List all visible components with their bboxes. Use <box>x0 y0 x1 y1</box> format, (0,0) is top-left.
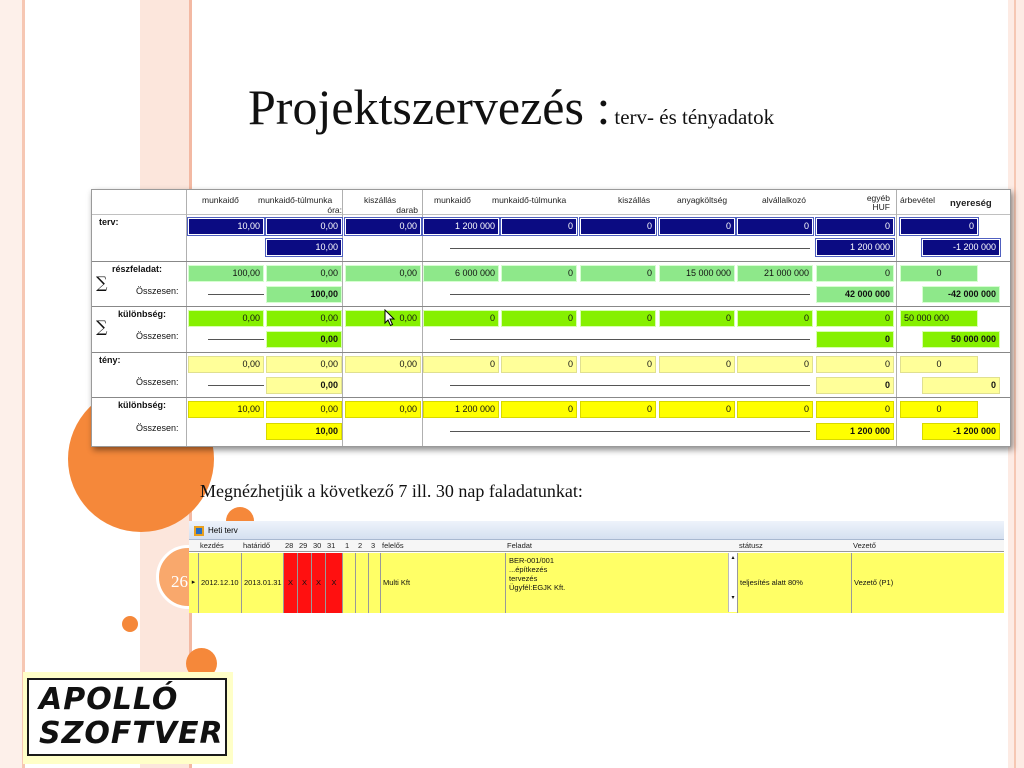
col-30[interactable]: 30 <box>313 541 322 550</box>
decor-stripe-right-line <box>1014 0 1016 768</box>
header-tulmunka2: munkaidő-túlmunka <box>492 195 567 205</box>
kul1-sum-hours: 0,00 <box>266 331 342 348</box>
terv-tulmunka-huf: 0 <box>501 218 577 235</box>
kul1-kiszallas: 0,00 <box>345 310 421 327</box>
label-osszesen-resz: Összesen: <box>136 286 179 296</box>
resz-sum-money: 42 000 000 <box>816 286 894 303</box>
kul2-munkaido-huf: 1 200 000 <box>423 401 499 418</box>
col-31[interactable]: 31 <box>327 541 336 550</box>
resz-munkaido-huf: 6 000 000 <box>423 265 499 282</box>
decor-circle-small <box>122 616 138 632</box>
resz-sum-hours: 100,00 <box>266 286 342 303</box>
weekly-plan-title: Heti terv <box>208 526 238 535</box>
feladat-line-4: Ügyfél:EGJK Kft. <box>509 583 566 592</box>
sigma-icon-2: ∑ <box>96 317 108 336</box>
terv-arbevetel: 0 <box>900 218 978 235</box>
kul2-sum-hours: 10,00 <box>266 423 342 440</box>
resz-kiszallas-huf: 0 <box>580 265 656 282</box>
plan-actual-table <box>91 189 1011 447</box>
header-ora: óra: <box>327 205 342 215</box>
header-kiszallas2: kiszállás <box>618 195 651 205</box>
app-icon <box>194 526 204 536</box>
kul1-nyereseg: 50 000 000 <box>922 331 1000 348</box>
resz-nyereseg: -42 000 000 <box>922 286 1000 303</box>
terv-egyeb: 0 <box>816 218 894 235</box>
kul2-kiszallas: 0,00 <box>345 401 421 418</box>
kul2-munkaido: 10,00 <box>188 401 264 418</box>
mouse-cursor-icon <box>384 309 396 327</box>
header-huf: HUF <box>872 202 890 212</box>
header-arbevetel: árbevétel <box>900 195 935 205</box>
teny-sum-hours: 0,00 <box>266 377 342 394</box>
teny-sum-money: 0 <box>816 377 894 394</box>
title-subtitle: terv- és tényadatok <box>614 105 775 129</box>
kul1-egyeb: 0 <box>816 310 894 327</box>
cell-3[interactable] <box>369 553 381 613</box>
header-munkaido2: munkaidő <box>434 195 471 205</box>
terv-sum-hours: 10,00 <box>266 239 342 256</box>
label-osszesen-teny: Összesen: <box>136 377 179 387</box>
cell-31[interactable]: X <box>326 553 343 613</box>
col-1[interactable]: 1 <box>345 541 350 550</box>
feladat-line-3: tervezés <box>509 574 538 583</box>
teny-munkaido: 0,00 <box>188 356 264 373</box>
label-terv: terv: <box>99 217 119 227</box>
header-anyagkoltseg: anyagköltség <box>677 195 728 205</box>
resz-alvallalkozo: 21 000 000 <box>737 265 813 282</box>
terv-sum-money: 1 200 000 <box>816 239 894 256</box>
col-statusz[interactable]: státusz <box>739 541 763 550</box>
teny-nyereseg: 0 <box>922 377 1000 394</box>
cell-vezeto[interactable]: Vezető (P1) <box>854 578 894 587</box>
label-kulonbseg-1: különbség: <box>118 309 167 319</box>
teny-anyagkoltseg: 0 <box>659 356 735 373</box>
decor-stripe <box>22 0 25 768</box>
decor-stripe-light <box>0 0 22 768</box>
logo-line-2: SZOFTVER <box>39 716 224 751</box>
header-kiszallas: kiszállás <box>364 195 397 205</box>
kul1-alvallalkozo: 0 <box>737 310 813 327</box>
resz-arbevetel: 0 <box>900 265 978 282</box>
col-vezeto[interactable]: Vezető <box>853 541 876 550</box>
title-main: Projektszervezés : <box>248 79 611 135</box>
kul2-nyereseg: -1 200 000 <box>922 423 1000 440</box>
kul2-anyagkoltseg: 0 <box>659 401 735 418</box>
terv-kiszallas: 0,00 <box>345 218 421 235</box>
terv-anyagkoltseg: 0 <box>659 218 735 235</box>
sigma-icon: ∑ <box>96 273 108 292</box>
kul1-sum-money: 0 <box>816 331 894 348</box>
kul1-anyagkoltseg: 0 <box>659 310 735 327</box>
teny-arbevetel: 0 <box>900 356 978 373</box>
kul1-tulmunka: 0,00 <box>266 310 342 327</box>
col-hatarido[interactable]: határidő <box>243 541 271 550</box>
col-kezdes[interactable]: kezdés <box>200 541 224 550</box>
cell-felelos[interactable]: Multi Kft <box>381 553 506 613</box>
weekly-plan-titlebar <box>189 521 1004 540</box>
feladat-scrollbar[interactable]: ▴ ▾ <box>728 553 737 612</box>
cell-kezdes[interactable]: 2012.12.10 <box>199 553 242 613</box>
header-egyeb: egyéb <box>866 193 890 203</box>
terv-munkaido: 10,00 <box>188 218 264 235</box>
col-2[interactable]: 2 <box>358 541 363 550</box>
resz-munkaido: 100,00 <box>188 265 264 282</box>
teny-egyeb: 0 <box>816 356 894 373</box>
resz-tulmunka: 0,00 <box>266 265 342 282</box>
label-kulonbseg-2: különbség: <box>118 400 167 410</box>
label-osszesen-kul1: Összesen: <box>136 331 179 341</box>
kul2-alvallalkozo: 0 <box>737 401 813 418</box>
teny-kiszallas: 0,00 <box>345 356 421 373</box>
cell-statusz[interactable]: teljesítés alatt 80% <box>738 553 852 613</box>
header-alvallalkozo: alvállalkozó <box>762 195 806 205</box>
kul2-arbevetel: 0 <box>900 401 978 418</box>
kul1-arbevetel: 50 000 000 <box>900 310 978 327</box>
terv-alvallalkozo: 0 <box>737 218 813 235</box>
resz-egyeb: 0 <box>816 265 894 282</box>
header-darab: darab <box>396 205 418 215</box>
kul2-sum-money: 1 200 000 <box>816 423 894 440</box>
kul1-munkaido: 0,00 <box>188 310 264 327</box>
kul2-kiszallas-huf: 0 <box>580 401 656 418</box>
teny-tulmunka: 0,00 <box>266 356 342 373</box>
feladat-line-2: ...építkezés <box>509 565 548 574</box>
header-tulmunka: munkaidő-túlmunka <box>258 195 333 205</box>
col-feladat[interactable]: Feladat <box>507 541 533 550</box>
teny-tulmunka-huf: 0 <box>501 356 577 373</box>
cell-feladat[interactable] <box>506 553 738 613</box>
header-nyereseg: nyereség <box>950 198 992 209</box>
col-29[interactable]: 29 <box>299 541 308 550</box>
terv-nyereseg: -1 200 000 <box>922 239 1000 256</box>
label-teny: tény: <box>99 355 121 365</box>
terv-tulmunka: 0,00 <box>266 218 342 235</box>
page-number: 26 <box>171 572 188 591</box>
teny-alvallalkozo: 0 <box>737 356 813 373</box>
header-munkaido: munkaidő <box>202 195 239 205</box>
cell-1[interactable] <box>343 553 356 613</box>
kul1-tulmunka-huf: 0 <box>501 310 577 327</box>
weekly-plan-window <box>189 521 1004 613</box>
teny-kiszallas-huf: 0 <box>580 356 656 373</box>
terv-kiszallas-huf: 0 <box>580 218 656 235</box>
kul2-egyeb: 0 <box>816 401 894 418</box>
weekly-plan-row[interactable] <box>189 553 1004 613</box>
cell-2[interactable] <box>356 553 369 613</box>
label-reszfeladat: részfeladat: <box>112 264 163 274</box>
terv-munkaido-huf: 1 200 000 <box>423 218 499 235</box>
slide-title <box>248 78 774 136</box>
apollo-logo <box>23 672 233 764</box>
cell-29[interactable]: X <box>298 553 312 613</box>
caption-text: Megnézhetjük a következő 7 ill. 30 nap faladatunkat: <box>200 481 583 501</box>
cell-30[interactable]: X <box>312 553 326 613</box>
row-selector[interactable]: ▸ <box>189 553 199 613</box>
logo-line-1: APOLLÓ <box>39 682 179 717</box>
col-28[interactable]: 28 <box>285 541 294 550</box>
kul2-tulmunka-huf: 0 <box>501 401 577 418</box>
weekly-plan-header <box>189 540 1004 552</box>
cell-hatarido[interactable]: 2013.01.31 <box>242 553 284 613</box>
kul1-munkaido-huf: 0 <box>423 310 499 327</box>
kul1-kiszallas-huf: 0 <box>580 310 656 327</box>
label-osszesen-kul2: Összesen: <box>136 423 179 433</box>
kul2-tulmunka: 0,00 <box>266 401 342 418</box>
col-felelos[interactable]: felelős <box>382 541 404 550</box>
cell-28[interactable]: X <box>284 553 298 613</box>
feladat-line-1: BER-001/001 <box>509 556 555 565</box>
resz-tulmunka-huf: 0 <box>501 265 577 282</box>
resz-kiszallas: 0,00 <box>345 265 421 282</box>
teny-munkaido-huf: 0 <box>423 356 499 373</box>
col-3[interactable]: 3 <box>371 541 376 550</box>
resz-anyagkoltseg: 15 000 000 <box>659 265 735 282</box>
